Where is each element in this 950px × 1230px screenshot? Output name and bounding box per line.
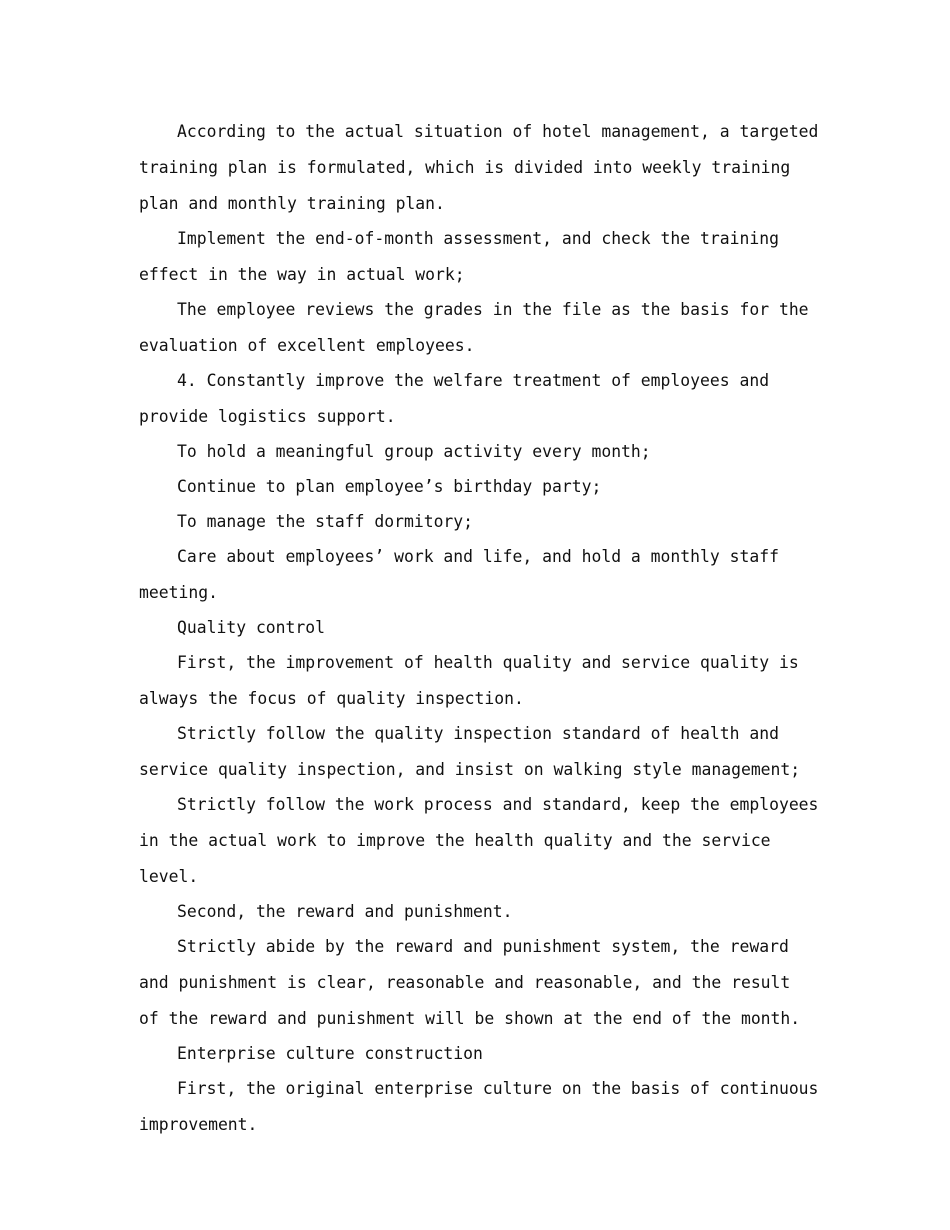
- section-heading-quality-control: Quality control: [177, 618, 326, 637]
- paragraph-reward-system: Strictly abide by the reward and punishment system, the reward and punishment is clear, reasonable and reasonable, and the result of the reward and punishment will be shown at the end of the month.: [139, 937, 801, 1028]
- paragraph-grade-review: The employee reviews the grades in the file as the basis for the evaluation of excellent employees.: [139, 300, 809, 355]
- paragraph-staff-dormitory: To manage the staff dormitory;: [177, 512, 474, 531]
- paragraph-inspection-standard: Strictly follow the quality inspection standard of health and service quality inspection, and insist on walking style management;: [139, 724, 801, 779]
- paragraph-quality-focus: First, the improvement of health quality and service quality is always the focus of quality inspection.: [139, 653, 799, 708]
- document-body: [139, 114, 819, 1142]
- paragraph-welfare-heading: 4. Constantly improve the welfare treatment of employees and provide logistics support.: [139, 371, 770, 426]
- paragraph-birthday-party: Continue to plan employee’s birthday party;: [177, 477, 602, 496]
- section-heading-enterprise-culture: Enterprise culture construction: [177, 1044, 483, 1063]
- paragraph-staff-meeting: Care about employees’ work and life, and hold a monthly staff meeting.: [139, 547, 779, 602]
- paragraph-month-end-assessment: Implement the end-of-month assessment, and check the training effect in the way in actual work;: [139, 229, 779, 284]
- paragraph-reward-heading: Second, the reward and punishment.: [177, 902, 513, 921]
- paragraph-group-activity: To hold a meaningful group activity every month;: [177, 442, 651, 461]
- paragraph-work-process: Strictly follow the work process and standard, keep the employees in the actual work to improve the health quality and the service level.: [139, 795, 819, 886]
- paragraph-training-plan: According to the actual situation of hotel management, a targeted training plan is formulated, which is divided into weekly training plan and monthly training plan.: [139, 122, 819, 213]
- paragraph-culture-improvement: First, the original enterprise culture on the basis of continuous improvement.: [139, 1079, 819, 1134]
